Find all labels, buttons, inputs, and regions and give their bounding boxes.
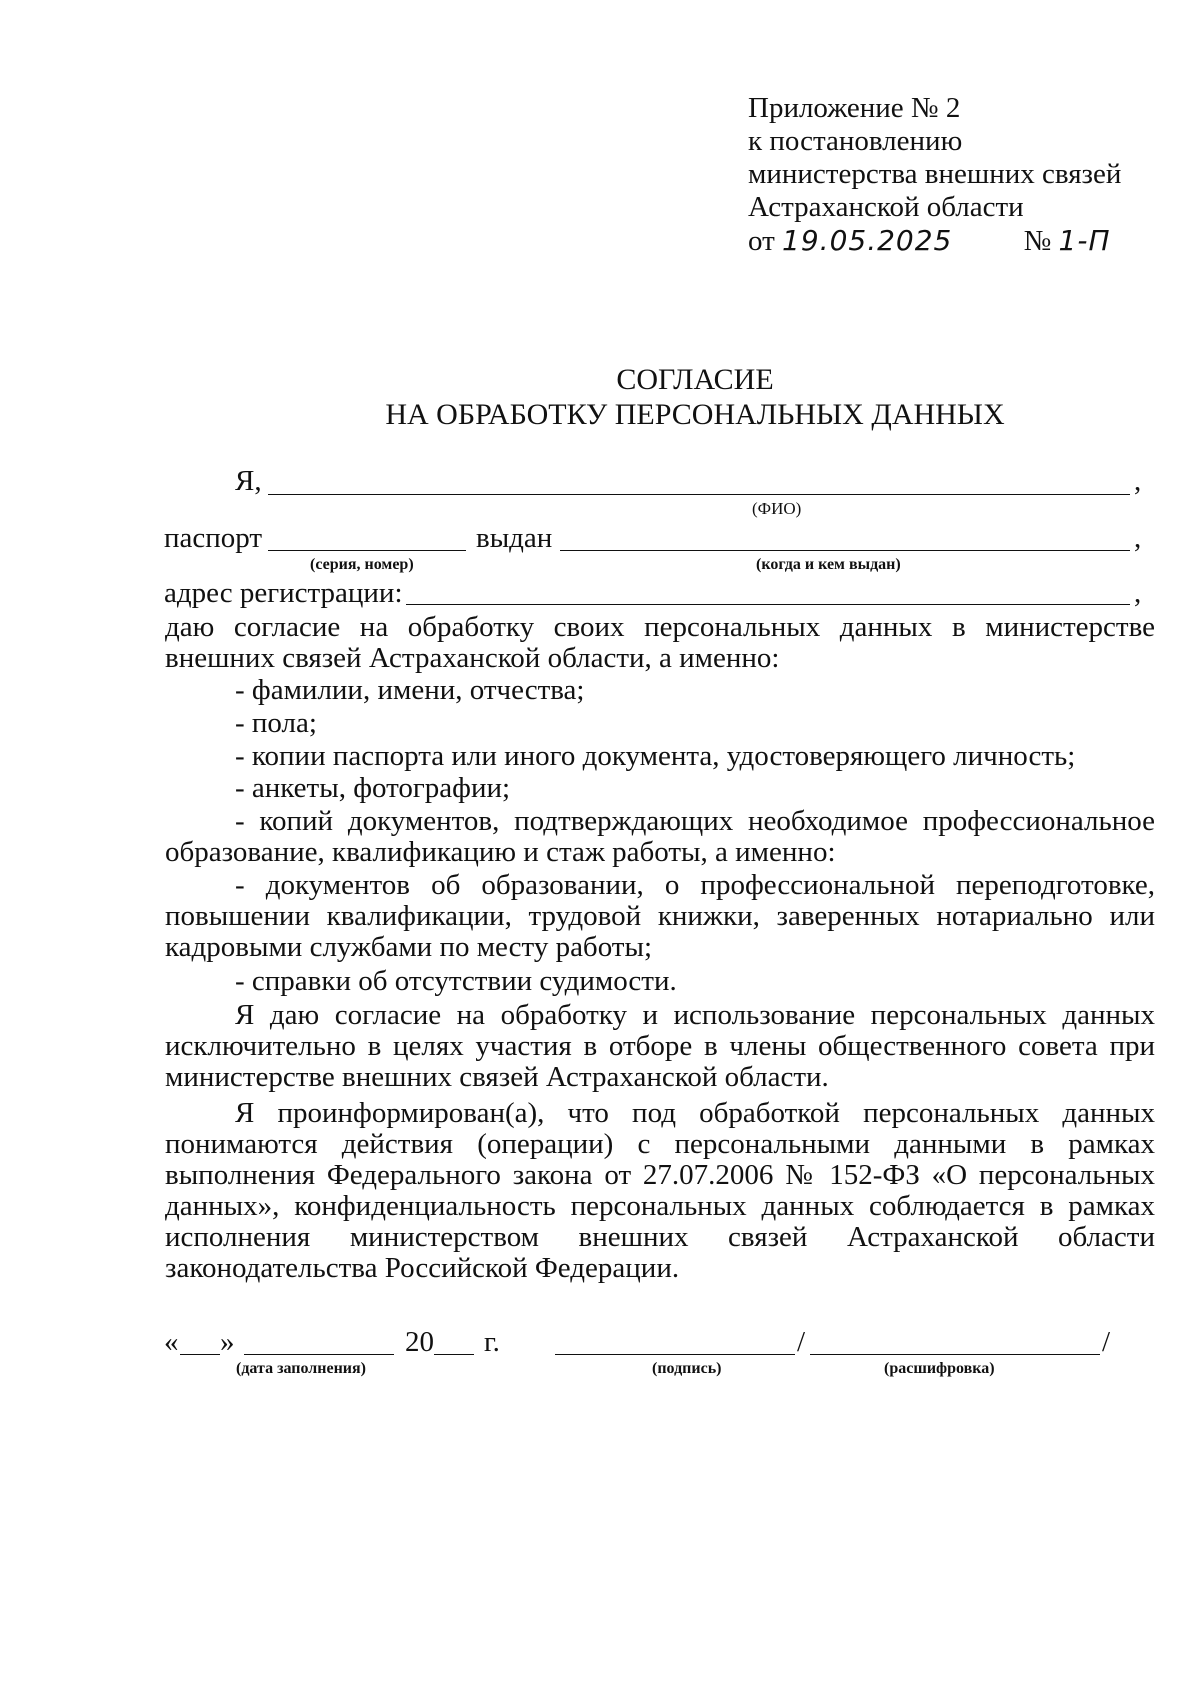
fio-field-line[interactable] xyxy=(268,494,1130,495)
decode-caption: (расшифровка) xyxy=(884,1360,995,1377)
handwritten-date: 19.05.2025 xyxy=(782,224,953,257)
issued-caption: (когда и кем выдан) xyxy=(756,556,901,573)
name-decode-field-line[interactable] xyxy=(810,1354,1100,1355)
document-subtitle: НА ОБРАБОТКУ ПЕРСОНАЛЬНЫХ ДАННЫХ xyxy=(385,398,1005,431)
appendix-header xyxy=(748,92,1121,258)
year-suffix: г. xyxy=(484,1326,500,1358)
date-close-quote: » xyxy=(220,1326,235,1358)
fio-comma: , xyxy=(1134,465,1142,497)
month-field-line[interactable] xyxy=(244,1354,394,1355)
appendix-line-4: Астраханской области xyxy=(748,191,1024,223)
passport-issued-field-line[interactable] xyxy=(560,550,1130,551)
handwritten-number: 1-П xyxy=(1058,224,1111,257)
appendix-line-1: Приложение № 2 xyxy=(748,92,961,124)
consent-intro-paragraph: даю согласие на обработку своих персональных данных в министерстве внешних связей Астраханской области, а именно: xyxy=(165,611,1155,674)
documents-sub-item: - документов об образовании, о профессиональной переподготовке, повышении квалификации, трудовой книжки, заверенных нотариально или кадровыми службами по месту работы; xyxy=(165,869,1155,963)
purpose-paragraph: Я даю согласие на обработку и использование персональных данных исключительно в целях участия в отборе в члены общественного совета при министерстве внешних связей Астраханской области. xyxy=(165,999,1155,1093)
date-caption: (дата заполнения) xyxy=(236,1360,367,1377)
list-item: - копии паспорта или иного документа, удостоверяющего личность; xyxy=(235,740,1076,772)
signature-field-line[interactable] xyxy=(555,1354,795,1355)
list-item: - фамилии, имени, отчества; xyxy=(235,674,585,706)
document-title: СОГЛАСИЕ xyxy=(616,363,774,396)
i-label: Я, xyxy=(235,465,262,497)
informed-paragraph: Я проинформирован(а), что под обработкой персональных данных понимаются действия (операции) с персональными данными в рамках выполнения Федерального закона от 27.07.2006 № 152-ФЗ «О персональных данных», конфиденциальность персональных данных соблюдается в рамках исполнения министерством внешних связей Астраханской области законодательства Российской Федерации. xyxy=(165,1097,1155,1284)
fio-caption: (ФИО) xyxy=(752,499,802,518)
year-prefix: 20 xyxy=(405,1326,434,1358)
signature-slash-2: / xyxy=(1102,1326,1111,1358)
year-field-line[interactable] xyxy=(434,1354,474,1355)
number-prefix: № xyxy=(1023,225,1052,257)
address-comma: , xyxy=(1134,577,1142,609)
passport-label: паспорт xyxy=(164,522,263,554)
documents-copy-item: - копий документов, подтверждающих необходимое профессиональное образование, квалификацию и стаж работы, а именно: xyxy=(165,805,1155,868)
from-prefix: от xyxy=(748,225,775,257)
day-field-line[interactable] xyxy=(180,1354,220,1355)
issued-label: выдан xyxy=(476,522,553,554)
list-item: - пола; xyxy=(235,707,317,739)
list-item: - анкеты, фотографии; xyxy=(235,772,511,804)
series-caption: (серия, номер) xyxy=(310,556,414,573)
issued-comma: , xyxy=(1134,522,1142,554)
appendix-date-number-line xyxy=(748,224,1121,258)
date-open-quote: « xyxy=(164,1326,179,1358)
appendix-line-3: министерства внешних связей xyxy=(748,158,1122,190)
address-field-line[interactable] xyxy=(406,604,1130,605)
passport-series-field-line[interactable] xyxy=(268,550,466,551)
appendix-line-2: к постановлению xyxy=(748,125,963,157)
criminal-record-item: - справки об отсутствии судимости. xyxy=(235,965,677,997)
signature-slash-1: / xyxy=(797,1326,806,1358)
address-label: адрес регистрации: xyxy=(164,577,403,609)
signature-caption: (подпись) xyxy=(652,1360,722,1377)
